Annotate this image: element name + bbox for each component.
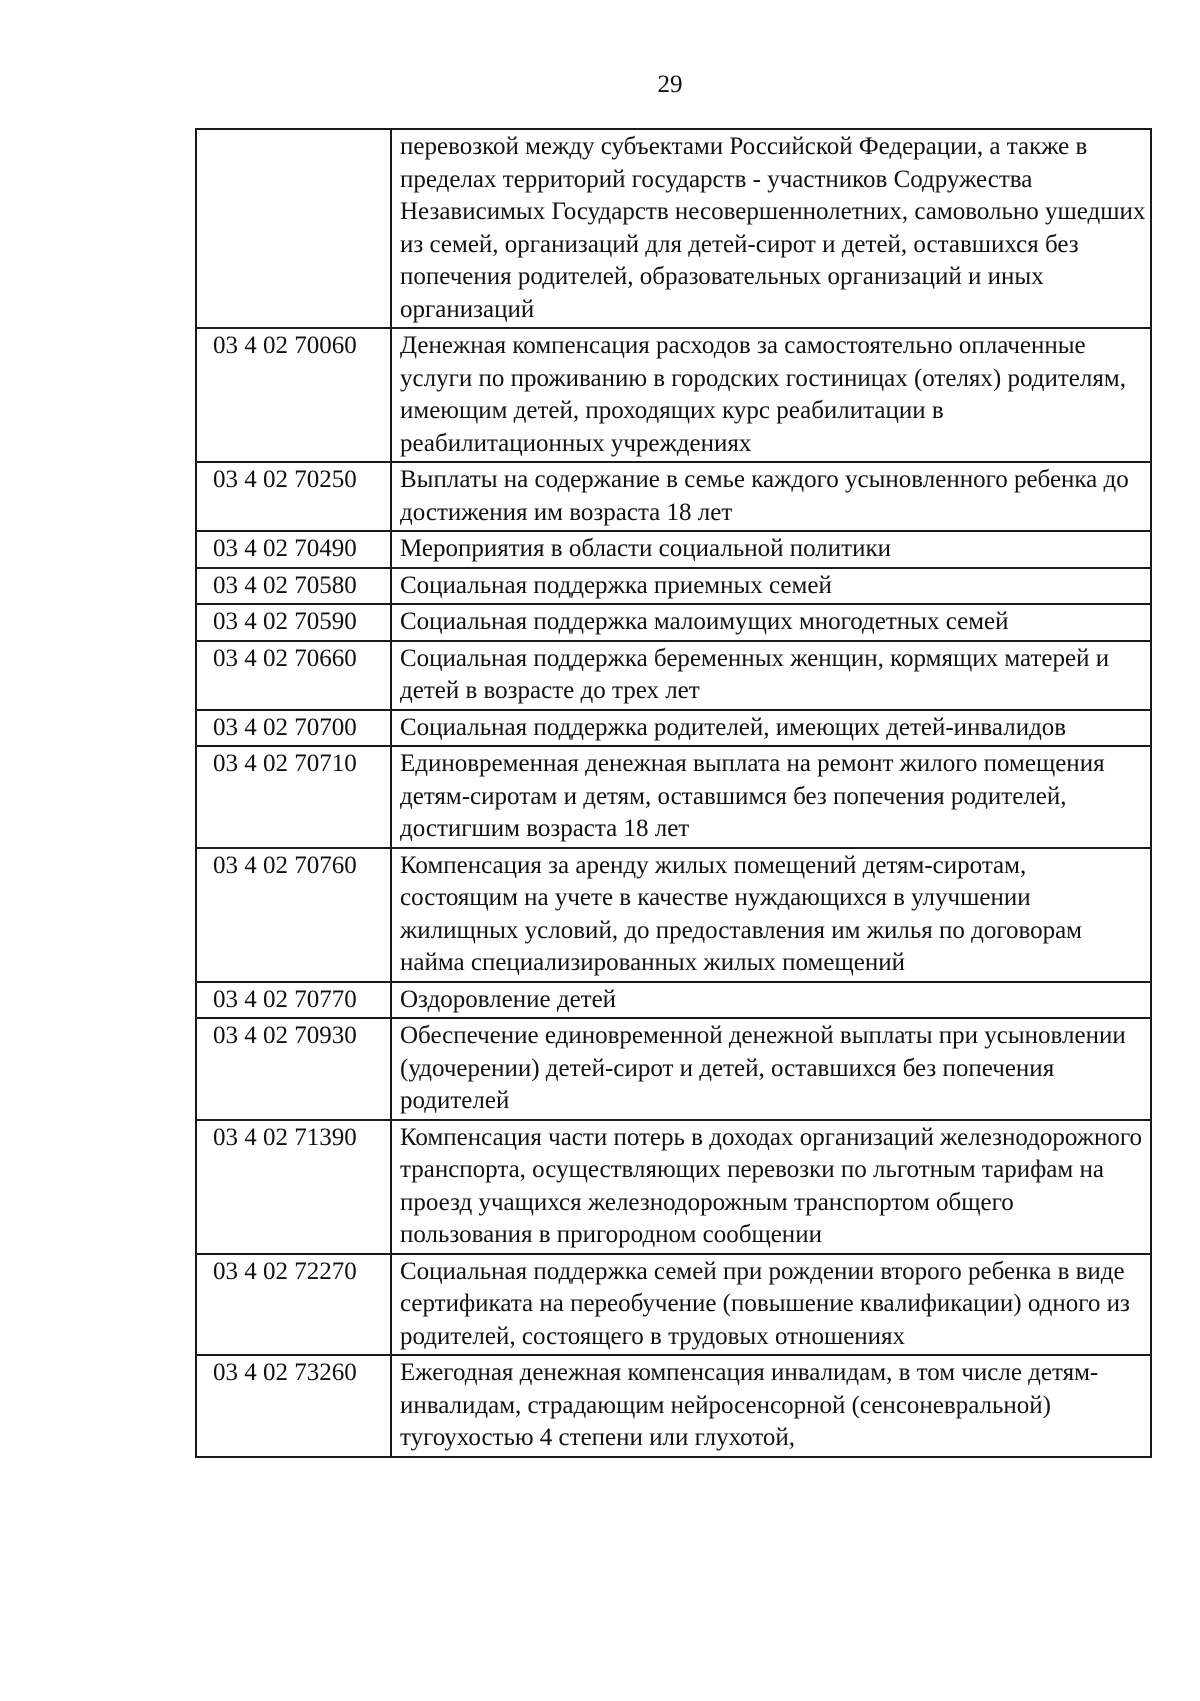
code-cell: 03 4 02 72270 xyxy=(196,1254,391,1356)
code-cell: 03 4 02 70060 xyxy=(196,328,391,462)
description-cell: перевозкой между субъектами Российской Федерации, а также в пределах территорий государств - участников Содружества Независимых Государств несовершеннолетних, самовольно ушедших из семей, организаций для детей-сирот и детей, оставшихся без попечения родителей, образовательных организаций и иных организаций xyxy=(391,129,1151,328)
budget-codes-table xyxy=(195,128,1152,1458)
table-row xyxy=(196,710,1151,747)
description-cell: Мероприятия в области социальной политики xyxy=(391,531,1151,568)
table-row xyxy=(196,848,1151,982)
description-cell: Социальная поддержка родителей, имеющих детей-инвалидов xyxy=(391,710,1151,747)
description-cell: Выплаты на содержание в семье каждого усыновленного ребенка до достижения им возраста 18 лет xyxy=(391,462,1151,531)
code-cell: 03 4 02 70250 xyxy=(196,462,391,531)
description-cell: Оздоровление детей xyxy=(391,982,1151,1019)
table-row xyxy=(196,1254,1151,1356)
table-row xyxy=(196,641,1151,710)
table-row xyxy=(196,982,1151,1019)
code-cell: 03 4 02 70930 xyxy=(196,1018,391,1120)
code-cell: 03 4 02 73260 xyxy=(196,1355,391,1457)
code-cell: 03 4 02 70660 xyxy=(196,641,391,710)
table-row xyxy=(196,531,1151,568)
description-cell: Социальная поддержка малоимущих многодетных семей xyxy=(391,604,1151,641)
table-row xyxy=(196,1018,1151,1120)
description-cell: Единовременная денежная выплата на ремонт жилого помещения детям-сиротам и детям, оставшимся без попечения родителей, достигшим возраста 18 лет xyxy=(391,746,1151,848)
table-row xyxy=(196,1355,1151,1457)
description-cell: Денежная компенсация расходов за самостоятельно оплаченные услуги по проживанию в городских гостиницах (отелях) родителям, имеющим детей, проходящих курс реабилитации в реабилитационных учреждениях xyxy=(391,328,1151,462)
description-cell: Компенсация за аренду жилых помещений детям-сиротам, состоящим на учете в качестве нуждающихся в улучшении жилищных условий, до предоставления им жилья по договорам найма специализированных жилых помещений xyxy=(391,848,1151,982)
code-cell: 03 4 02 70770 xyxy=(196,982,391,1019)
table-row xyxy=(196,1120,1151,1254)
page-number: 29 xyxy=(657,71,683,98)
description-cell: Социальная поддержка приемных семей xyxy=(391,568,1151,605)
table-row xyxy=(196,462,1151,531)
description-cell: Обеспечение единовременной денежной выплаты при усыновлении (удочерении) детей-сирот и детей, оставшихся без попечения родителей xyxy=(391,1018,1151,1120)
code-cell: 03 4 02 70580 xyxy=(196,568,391,605)
description-cell: Ежегодная денежная компенсация инвалидам, в том числе детям-инвалидам, страдающим нейросенсорной (сенсоневральной) тугоухостью 4 степени или глухотой, xyxy=(391,1355,1151,1457)
description-cell: Социальная поддержка семей при рождении второго ребенка в виде сертификата на переобучение (повышение квалификации) одного из родителей, состоящего в трудовых отношениях xyxy=(391,1254,1151,1356)
code-cell: 03 4 02 70590 xyxy=(196,604,391,641)
description-cell: Компенсация части потерь в доходах организаций железнодорожного транспорта, осуществляющих перевозки по льготным тарифам на проезд учащихся железнодорожным транспортом общего пользования в пригородном сообщении xyxy=(391,1120,1151,1254)
code-cell: 03 4 02 70700 xyxy=(196,710,391,747)
code-cell xyxy=(196,129,391,328)
code-cell: 03 4 02 70490 xyxy=(196,531,391,568)
description-cell: Социальная поддержка беременных женщин, кормящих матерей и детей в возрасте до трех лет xyxy=(391,641,1151,710)
table-row xyxy=(196,604,1151,641)
code-cell: 03 4 02 70710 xyxy=(196,746,391,848)
code-cell: 03 4 02 70760 xyxy=(196,848,391,982)
table-row xyxy=(196,746,1151,848)
table-row xyxy=(196,568,1151,605)
code-cell: 03 4 02 71390 xyxy=(196,1120,391,1254)
table-row xyxy=(196,129,1151,328)
table-row xyxy=(196,328,1151,462)
